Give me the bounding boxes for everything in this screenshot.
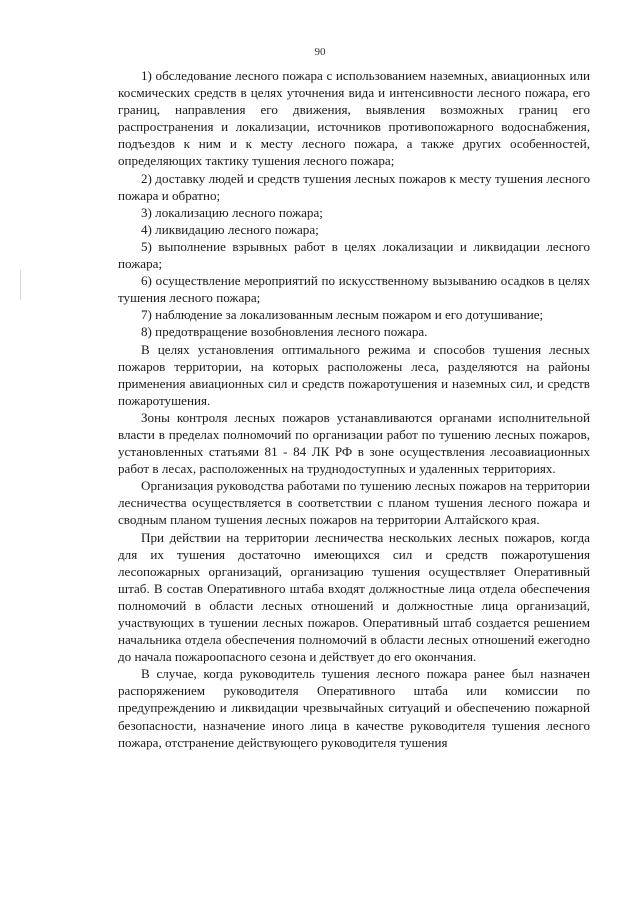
list-item-precipitation: 6) осуществление мероприятий по искусственному вызыванию осадков в целях тушения лесного пожара; <box>118 273 590 306</box>
document-body <box>118 67 590 751</box>
list-item-blasting: 5) выполнение взрывных работ в целях локализации и ликвидации лесного пожара; <box>118 238 590 272</box>
paragraph-control-zones: Зоны контроля лесных пожаров устанавливаются органами исполнительной власти в пределах полномочий по организации работ по тушению лесных пожаров, установленных статьями 81 - 84 ЛК РФ в зоне осуществления лесоавиационных работ в лесах, расположенных на труднодоступных и удаленных территориях. <box>118 409 590 477</box>
scan-artifact <box>20 270 21 300</box>
paragraph-leader-appointment: В случае, когда руководитель тушения лесного пожара ранее был назначен распоряжением руководителя Оперативного штаба или комиссии по предупреждению и ликвидации чрезвычайных ситуаций и обеспечению пожарной безопасности, назначение иного лица в качестве руководителя тушения лесного пожара, отстранение действующего руководителя тушения <box>118 666 590 750</box>
page-number: 90 <box>314 46 326 58</box>
list-item-liquidation: 4) ликвидацию лесного пожара; <box>141 221 319 237</box>
paragraph-operational-hq: При действии на территории лесничества нескольких лесных пожаров, когда для их тушения достаточно имеющихся сил и средств пожаротушения лесопожарных организаций, организацию тушения осуществляет Оперативный штаб. В состав Оперативного штаба входят должностные лица отдела обеспечения полномочий в области лесных отношений и должностные лица организаций, участвующих в тушении лесных пожаров. Оперативный штаб создается решением начальника отдела обеспечения полномочий в области лесных отношений ежегодно до начала пожароопасного сезона и действует до его окончания. <box>118 529 590 665</box>
list-item-delivery: 2) доставку людей и средств тушения лесных пожаров к месту тушения лесного пожара и обратно; <box>118 170 590 203</box>
list-item-survey: 1) обследование лесного пожара с использованием наземных, авиационных или космических средств в целях уточнения вида и интенсивности лесного пожара, его границ, направления его движения, выявления возможных границ его распространения и локализации, источников противопожарного водоснабжения, подъездов к ним и к месту лесного пожара, а также других особенностей, определяющих тактику тушения лесного пожара; <box>118 68 590 169</box>
list-item-monitoring: 7) наблюдение за локализованным лесным пожаром и его дотушивание; <box>141 307 544 323</box>
paragraph-zoning: В целях установления оптимального режима и способов тушения лесных пожаров территории, на которых расположены леса, разделяются на районы применения авиационных сил и средств пожаротушения и наземных сил, и средств пожаротушения. <box>118 341 590 408</box>
list-item-prevention: 8) предотвращение возобновления лесного пожара. <box>141 324 428 340</box>
paragraph-management: Организация руководства работами по тушению лесных пожаров на территории лесничества осуществляется в соответствии с планом тушения лесного пожара и сводным планом тушения лесных пожаров на территории Алтайского края. <box>118 478 590 528</box>
list-item-localization: 3) локализацию лесного пожара; <box>141 204 323 220</box>
